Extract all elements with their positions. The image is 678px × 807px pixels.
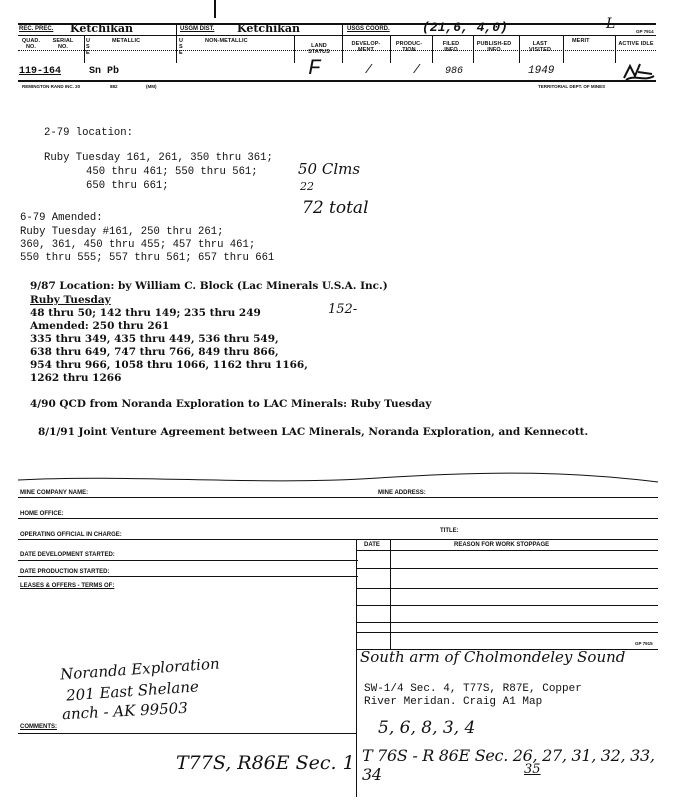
qcd-line: 4/90 QCD from Noranda Exploration to LAC Minerals: Ruby Tuesday	[30, 398, 432, 410]
production-value: /	[413, 63, 421, 77]
block-line-3: 335 thru 349, 435 thru 449, 536 thru 549,	[30, 333, 279, 345]
col-quad: QUAD. NO.	[21, 38, 41, 50]
col-non-metallic: NON-METALLIC	[205, 38, 248, 44]
hw-152: 152-	[328, 302, 358, 317]
location-line-3: 650 thru 661;	[86, 180, 169, 192]
col-serial: SERIAL NO.	[52, 38, 74, 50]
hw-22: 22	[300, 180, 314, 193]
rec-prec-label: REC. PREC.	[19, 26, 54, 32]
land-status-value: F	[308, 56, 322, 81]
hw-50-claims: 50 Clms	[298, 160, 361, 178]
footer-left: REMINGTON RAND INC. 20	[22, 84, 81, 89]
jv-line: 8/1/91 Joint Venture Agreement between LAC Minerals, Noranda Exploration, and Kennecott.	[38, 426, 589, 438]
date-dev-started-label: DATE DEVELOPMENT STARTED:	[20, 552, 115, 558]
hw-72-total: 72 total	[302, 198, 369, 218]
comments-label: COMMENTS:	[20, 724, 57, 730]
col-development: DEVELOP-MENT	[351, 41, 381, 53]
location-line-2: 450 thru 461; 550 thru 561;	[86, 166, 258, 178]
amended-line-2: 360, 361, 450 thru 455; 457 thru 461;	[20, 239, 256, 251]
amended-header: 6-79 Amended:	[20, 212, 103, 224]
operating-official-label: OPERATING OFFICIAL IN CHARGE:	[20, 532, 122, 538]
block-line-2: Amended: 250 thru 261	[30, 320, 170, 332]
block-line-1: 48 thru 50; 142 thru 149; 235 thru 249	[30, 307, 261, 319]
form-number-2: GP 7915	[635, 641, 653, 646]
mine-address-label: MINE ADDRESS:	[378, 490, 426, 496]
hw-address-line-2: 201 East Shelane	[65, 677, 200, 705]
col-land-status: LAND STATUS	[308, 43, 330, 55]
block-line-4: 638 thru 649, 747 thru 766, 849 thru 866,	[30, 346, 279, 358]
hw-bottom-right: T 76S - R 86E Sec. 26, 27, 31, 32, 33, 34	[362, 746, 655, 784]
col-active-idle: ACTIVE IDLE	[618, 41, 654, 47]
usgs-coord-label: USGS COORD.	[347, 26, 390, 32]
rec-prec-value: Ketchikan	[70, 22, 134, 35]
block-line-6: 1262 thru 1266	[30, 372, 122, 384]
typed-location-line-2: River Meridan. Craig A1 Map	[364, 696, 543, 708]
block-name: Ruby Tuesday	[30, 294, 111, 306]
location-header: 2-79 location:	[44, 127, 134, 139]
filed-info-value: 986	[445, 66, 464, 77]
col-use-1: U S E	[86, 38, 91, 56]
usgm-dist-label: USGM DIST.	[180, 26, 215, 32]
hw-35: 35	[524, 762, 541, 777]
torn-edge	[18, 470, 660, 490]
active-idle-value	[628, 61, 633, 72]
usgs-coord-value: (21,6, 4,0)	[422, 20, 508, 35]
form-number: GP 7914	[636, 29, 654, 34]
metallic-value: Sn Pb	[89, 66, 120, 77]
footer-right: TERRITORIAL DEPT. OF MINES	[538, 84, 606, 89]
mine-company-name-label: MINE COMPANY NAME:	[20, 490, 89, 496]
corner-mark: L	[606, 16, 616, 32]
col-metallic: METALLIC	[112, 38, 141, 44]
home-office-label: HOME OFFICE:	[20, 511, 64, 517]
footer-code-2: (MM)	[146, 84, 157, 89]
typed-location-line-1: SW-1/4 Sec. 4, T77S, R87E, Copper	[364, 683, 582, 695]
reason-column-label: REASON FOR WORK STOPPAGE	[454, 542, 550, 548]
col-production: PRODUC-TION	[395, 41, 423, 53]
hw-bottom-left: T77S, R86E Sec. 1	[176, 752, 355, 774]
punch-mark	[214, 0, 216, 18]
leases-offers-label: LEASES & OFFERS - TERMS OF:	[20, 583, 115, 589]
date-prod-started-label: DATE PRODUCTION STARTED:	[20, 569, 110, 575]
hw-address-line-1: Noranda Exploration	[59, 654, 221, 684]
col-merit: MERIT	[572, 38, 590, 44]
hw-location: South arm of Cholmondeley Sound	[360, 648, 626, 666]
col-filed-info: FILED INFO	[442, 41, 460, 53]
amended-line-1: Ruby Tuesday #161, 250 thru 261;	[20, 226, 224, 238]
quad-serial-value: 119-164	[19, 66, 62, 77]
date-column-label: DATE	[364, 542, 380, 548]
development-value: /	[365, 63, 373, 77]
col-last-visited: LAST VISITED	[528, 41, 552, 53]
footer-code: 882	[110, 84, 118, 89]
amended-line-3: 550 thru 555; 557 thru 561; 657 thru 661	[20, 252, 275, 264]
location-line-1: Ruby Tuesday 161, 261, 350 thru 361;	[44, 152, 273, 164]
col-published-info: PUBLISH-ED INFO	[476, 41, 512, 53]
hw-address-line-3: anch - AK 99503	[61, 698, 189, 724]
col-use-2: U S E	[179, 38, 184, 56]
usgm-dist-value: Ketchikan	[237, 22, 301, 35]
block-line-5: 954 thru 966, 1058 thru 1066, 1162 thru 1166,	[30, 359, 308, 371]
hw-sections: 5, 6, 8, 3, 4	[378, 718, 476, 738]
block-header: 9/87 Location: by William C. Block (Lac Minerals U.S.A. Inc.)	[30, 280, 388, 292]
title-label: TITLE:	[440, 528, 459, 534]
last-visited-value: 1949	[528, 65, 555, 77]
